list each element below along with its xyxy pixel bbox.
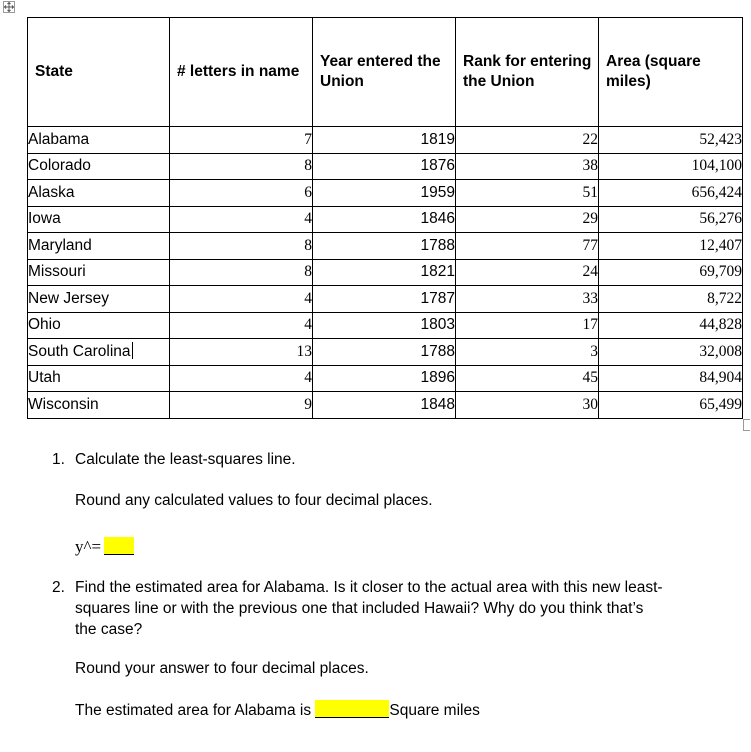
question-1	[52, 449, 692, 470]
cell-rank[interactable]: 29	[456, 206, 599, 233]
cell-letters[interactable]: 9	[170, 392, 313, 419]
cell-state[interactable]: Colorado	[28, 153, 170, 180]
table-row	[28, 259, 743, 286]
table-row	[28, 339, 743, 366]
cell-year[interactable]: 1821	[313, 259, 456, 286]
cell-area[interactable]: 69,709	[599, 259, 743, 286]
cell-state[interactable]: New Jersey	[28, 286, 170, 313]
cell-year[interactable]: 1896	[313, 365, 456, 392]
table-row	[28, 286, 743, 313]
cell-state[interactable]: Utah	[28, 365, 170, 392]
cell-area[interactable]: 12,407	[599, 233, 743, 260]
cell-state[interactable]: Wisconsin	[28, 392, 170, 419]
cell-year[interactable]: 1787	[313, 286, 456, 313]
table-resize-handle[interactable]	[743, 419, 750, 431]
question-2-answer-prefix: The estimated area for Alabama is	[75, 702, 312, 719]
question-2-instruction: Round your answer to four decimal places.	[75, 660, 369, 677]
cell-state[interactable]: Iowa	[28, 206, 170, 233]
cell-area[interactable]: 52,423	[599, 127, 743, 154]
answer-blank-2[interactable]	[315, 700, 389, 718]
table-header-row	[28, 18, 743, 127]
cell-state[interactable]: Maryland	[28, 233, 170, 260]
cell-area[interactable]: 84,904	[599, 365, 743, 392]
cell-state[interactable]: Alabama	[28, 127, 170, 154]
cell-area[interactable]: 44,828	[599, 312, 743, 339]
cell-area[interactable]: 656,424	[599, 180, 743, 207]
cell-state[interactable]: Ohio	[28, 312, 170, 339]
cell-year[interactable]: 1819	[313, 127, 456, 154]
cell-rank[interactable]: 33	[456, 286, 599, 313]
cell-state-active[interactable]	[28, 339, 170, 366]
cell-rank[interactable]: 24	[456, 259, 599, 286]
cell-year[interactable]: 1846	[313, 206, 456, 233]
question-1-number: 1.	[52, 451, 65, 468]
table-row	[28, 127, 743, 154]
table-row	[28, 233, 743, 260]
cell-area[interactable]: 104,100	[599, 153, 743, 180]
cell-rank[interactable]: 3	[456, 339, 599, 366]
cell-letters[interactable]: 8	[170, 153, 313, 180]
cell-rank[interactable]: 38	[456, 153, 599, 180]
table-row	[28, 180, 743, 207]
table-row	[28, 392, 743, 419]
cell-state[interactable]: Alaska	[28, 180, 170, 207]
cell-letters[interactable]: 8	[170, 259, 313, 286]
cell-letters[interactable]: 4	[170, 206, 313, 233]
cell-year[interactable]: 1848	[313, 392, 456, 419]
table-row	[28, 312, 743, 339]
cell-letters[interactable]: 8	[170, 233, 313, 260]
cell-area[interactable]: 56,276	[599, 206, 743, 233]
states-table	[27, 17, 743, 419]
cell-letters[interactable]: 4	[170, 312, 313, 339]
question-1-answer-label: y^=	[75, 537, 102, 556]
cell-area[interactable]: 32,008	[599, 339, 743, 366]
answer-blank-1[interactable]	[104, 537, 134, 555]
cell-area[interactable]: 8,722	[599, 286, 743, 313]
question-2	[52, 577, 692, 640]
cell-letters[interactable]: 6	[170, 180, 313, 207]
question-1-instruction: Round any calculated values to four decimal places.	[75, 492, 433, 509]
cell-state-text: South Carolina	[28, 343, 131, 361]
question-2-answer	[75, 700, 480, 721]
question-2-text: Find the estimated area for Alabama. Is it closer to the actual area with this new least-squares line or with the previous one that included Hawaii? Why do you think that’s the case?	[75, 579, 663, 638]
cell-rank[interactable]: 17	[456, 312, 599, 339]
table-row	[28, 206, 743, 233]
cell-letters[interactable]: 4	[170, 365, 313, 392]
cell-rank[interactable]: 30	[456, 392, 599, 419]
cell-year[interactable]: 1788	[313, 233, 456, 260]
question-1-answer	[75, 536, 134, 557]
cell-area[interactable]: 65,499	[599, 392, 743, 419]
header-state: State	[28, 18, 170, 127]
header-area: Area (square miles)	[599, 18, 743, 127]
cell-letters[interactable]: 13	[170, 339, 313, 366]
cell-year[interactable]: 1803	[313, 312, 456, 339]
cell-state[interactable]: Missouri	[28, 259, 170, 286]
question-2-number: 2.	[52, 579, 65, 596]
header-rank: Rank for entering the Union	[456, 18, 599, 127]
text-cursor	[132, 342, 133, 359]
table-row	[28, 365, 743, 392]
cell-year[interactable]: 1959	[313, 180, 456, 207]
table-row	[28, 153, 743, 180]
cell-rank[interactable]: 77	[456, 233, 599, 260]
question-2-answer-suffix: Square miles	[389, 702, 480, 719]
header-year: Year entered the Union	[313, 18, 456, 127]
question-1-text: Calculate the least-squares line.	[75, 451, 296, 468]
cell-letters[interactable]: 7	[170, 127, 313, 154]
cell-rank[interactable]: 22	[456, 127, 599, 154]
cell-letters[interactable]: 4	[170, 286, 313, 313]
cell-rank[interactable]: 45	[456, 365, 599, 392]
table-move-handle[interactable]	[3, 1, 15, 13]
header-letters: # letters in name	[170, 18, 313, 127]
cell-year[interactable]: 1788	[313, 339, 456, 366]
cell-rank[interactable]: 51	[456, 180, 599, 207]
move-arrows-icon	[4, 2, 14, 12]
cell-year[interactable]: 1876	[313, 153, 456, 180]
